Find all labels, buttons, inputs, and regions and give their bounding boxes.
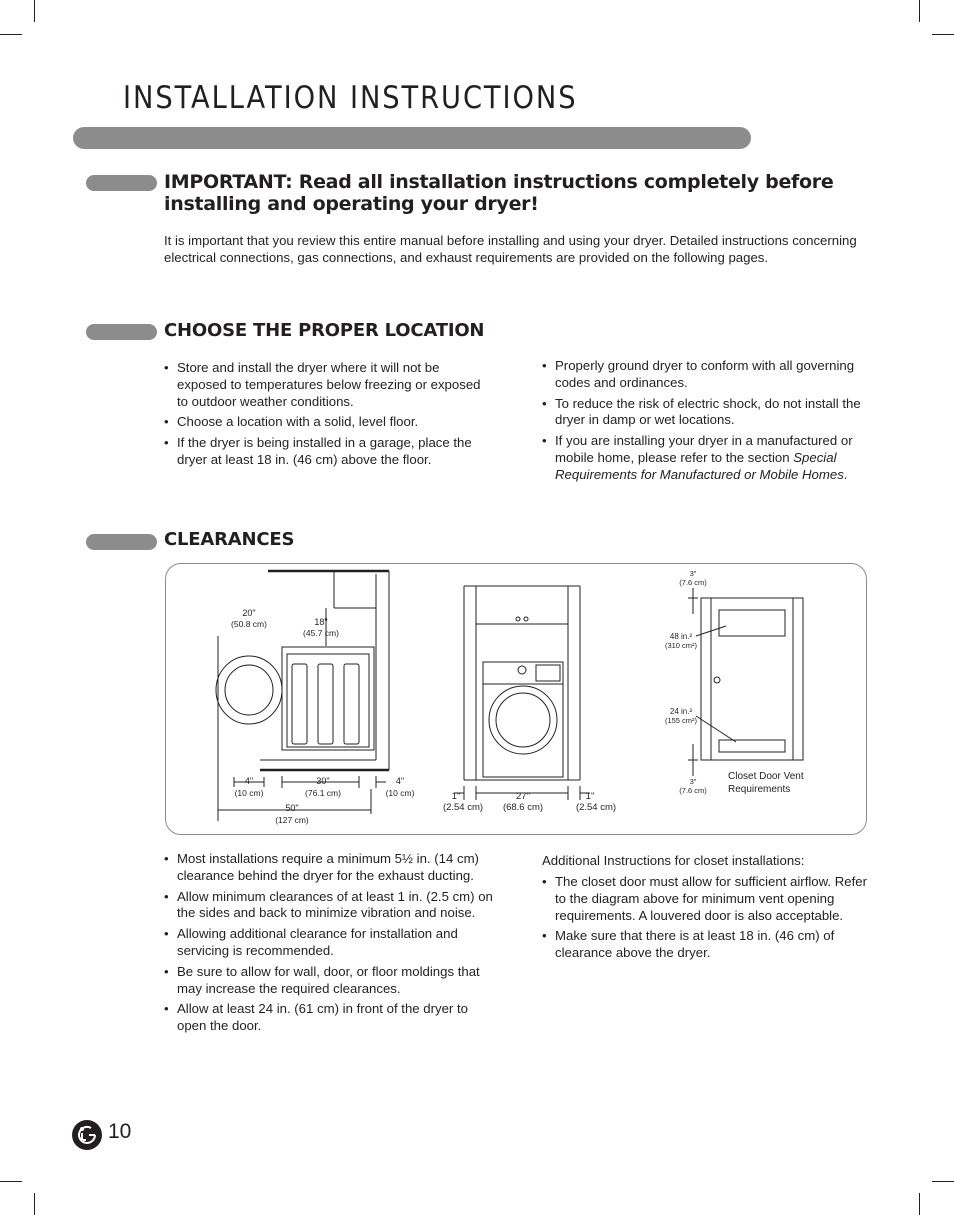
clearances-left-list [164,851,494,1039]
location-right-list [542,358,872,488]
crop-mark [34,0,35,22]
dim-label: 18" [314,617,328,627]
closet-intro: Additional Instructions for closet installations: [542,853,805,868]
dim-label: 24 in.² [669,707,693,716]
dim-label: (10 cm) [385,788,415,798]
dim-label: (50.8 cm) [231,619,267,629]
dim-label: (127 cm) [275,815,309,825]
list-item [542,433,872,483]
dim-label: (7.6 cm) [679,786,707,795]
closet-caption: Requirements [728,784,791,795]
dim-label: (68.6 cm) [502,802,544,813]
section-pill [86,175,157,191]
dim-label: 3" [689,569,697,578]
crop-mark [932,34,954,35]
page-title: INSTALLATION INSTRUCTIONS [123,80,578,116]
crop-mark [919,0,920,22]
dim-label: (45.7 cm) [303,628,339,638]
dim-label: 1" [585,791,595,802]
section-pill [86,324,157,340]
list-item: • Properly ground dryer to conform with all governing codes and ordinances. [542,358,872,392]
page-number: 10 [108,1120,132,1143]
dim-label: (7.6 cm) [679,578,707,587]
list-item: • Store and install the dryer where it will not be exposed to temperatures below freezing or exposed to outdoor weather conditions. [164,360,484,410]
bullet-text: . [843,466,848,482]
dim-label: 1" [451,791,461,802]
side-view-labels [231,608,415,825]
dim-label: 50" [285,803,299,813]
closet-door-diagram [688,588,803,776]
dim-label: 48 in.² [669,632,693,641]
dim-label: (2.54 cm) [442,802,484,813]
list-item: • Most installations require a minimum 5½ in. (14 cm) clearance behind the dryer for the exhaust ducting. [164,851,494,885]
section-pill [86,534,157,550]
list-item: • Choose a location with a solid, level floor. [164,414,484,431]
crop-mark [0,1181,22,1182]
list-item: • Be sure to allow for wall, door, or floor moldings that may increase the required clearances. [164,964,494,998]
crop-mark [919,1193,920,1215]
location-left-list [164,360,484,473]
bullet-text: If you are installing your dryer in a manufactured or mobile home, please refer to the section [555,433,853,465]
section-reference: Special Requirements for Manufactured or Mobile Homes [555,449,844,482]
location-heading: CHOOSE THE PROPER LOCATION [164,320,485,341]
dim-label: 4" [395,776,405,786]
clearance-diagram [165,563,867,835]
list-item: • Allow at least 24 in. (61 cm) in front of the dryer to open the door. [164,1001,494,1035]
crop-mark [932,1181,954,1182]
front-view-diagram [451,586,590,802]
important-heading: IMPORTANT: Read all installation instructions completely before installing and operating your dryer! [164,171,834,215]
list-item: • If the dryer is being installed in a garage, place the dryer at least 18 in. (46 cm) above the floor. [164,435,484,469]
dim-label: (76.1 cm) [305,788,341,798]
closet-list [542,874,872,966]
list-item: • Make sure that there is at least 18 in. (46 cm) of clearance above the dryer. [542,928,872,962]
dim-label: 20" [242,608,256,618]
important-body: It is important that you review this entire manual before installing and using your dryer. Detailed instructions concerning electrical connections, gas connections, and exhaust requirements are provided on the following pages. [164,233,857,265]
crop-mark [0,34,22,35]
dim-label: (310 cm²) [664,641,698,650]
dim-label: (10 cm) [234,788,264,798]
front-view-labels [443,791,616,813]
list-item: • Allowing additional clearance for installation and servicing is recommended. [164,926,494,960]
dim-label: 4" [244,776,254,786]
list-item: • Allow minimum clearances of at least 1 in. (2.5 cm) on the sides and back to minimize vibration and noise. [164,889,494,923]
clearances-heading: CLEARANCES [164,529,295,550]
crop-mark [34,1193,35,1215]
lg-logo-icon [71,1119,103,1151]
dim-label: 30" [316,776,330,786]
dim-label: (2.54 cm) [575,802,617,813]
list-item: • The closet door must allow for sufficient airflow. Refer to the diagram above for minimum vent opening requirements. A louvered door is also acceptable. [542,874,872,924]
closet-caption: Closet Door Vent [728,771,804,782]
dim-label: 3" [689,777,697,786]
dim-label: 27" [516,791,530,802]
title-bar [73,127,751,149]
list-item: • To reduce the risk of electric shock, do not install the dryer in damp or wet locations. [542,396,872,430]
dim-label: (155 cm²) [664,716,698,725]
